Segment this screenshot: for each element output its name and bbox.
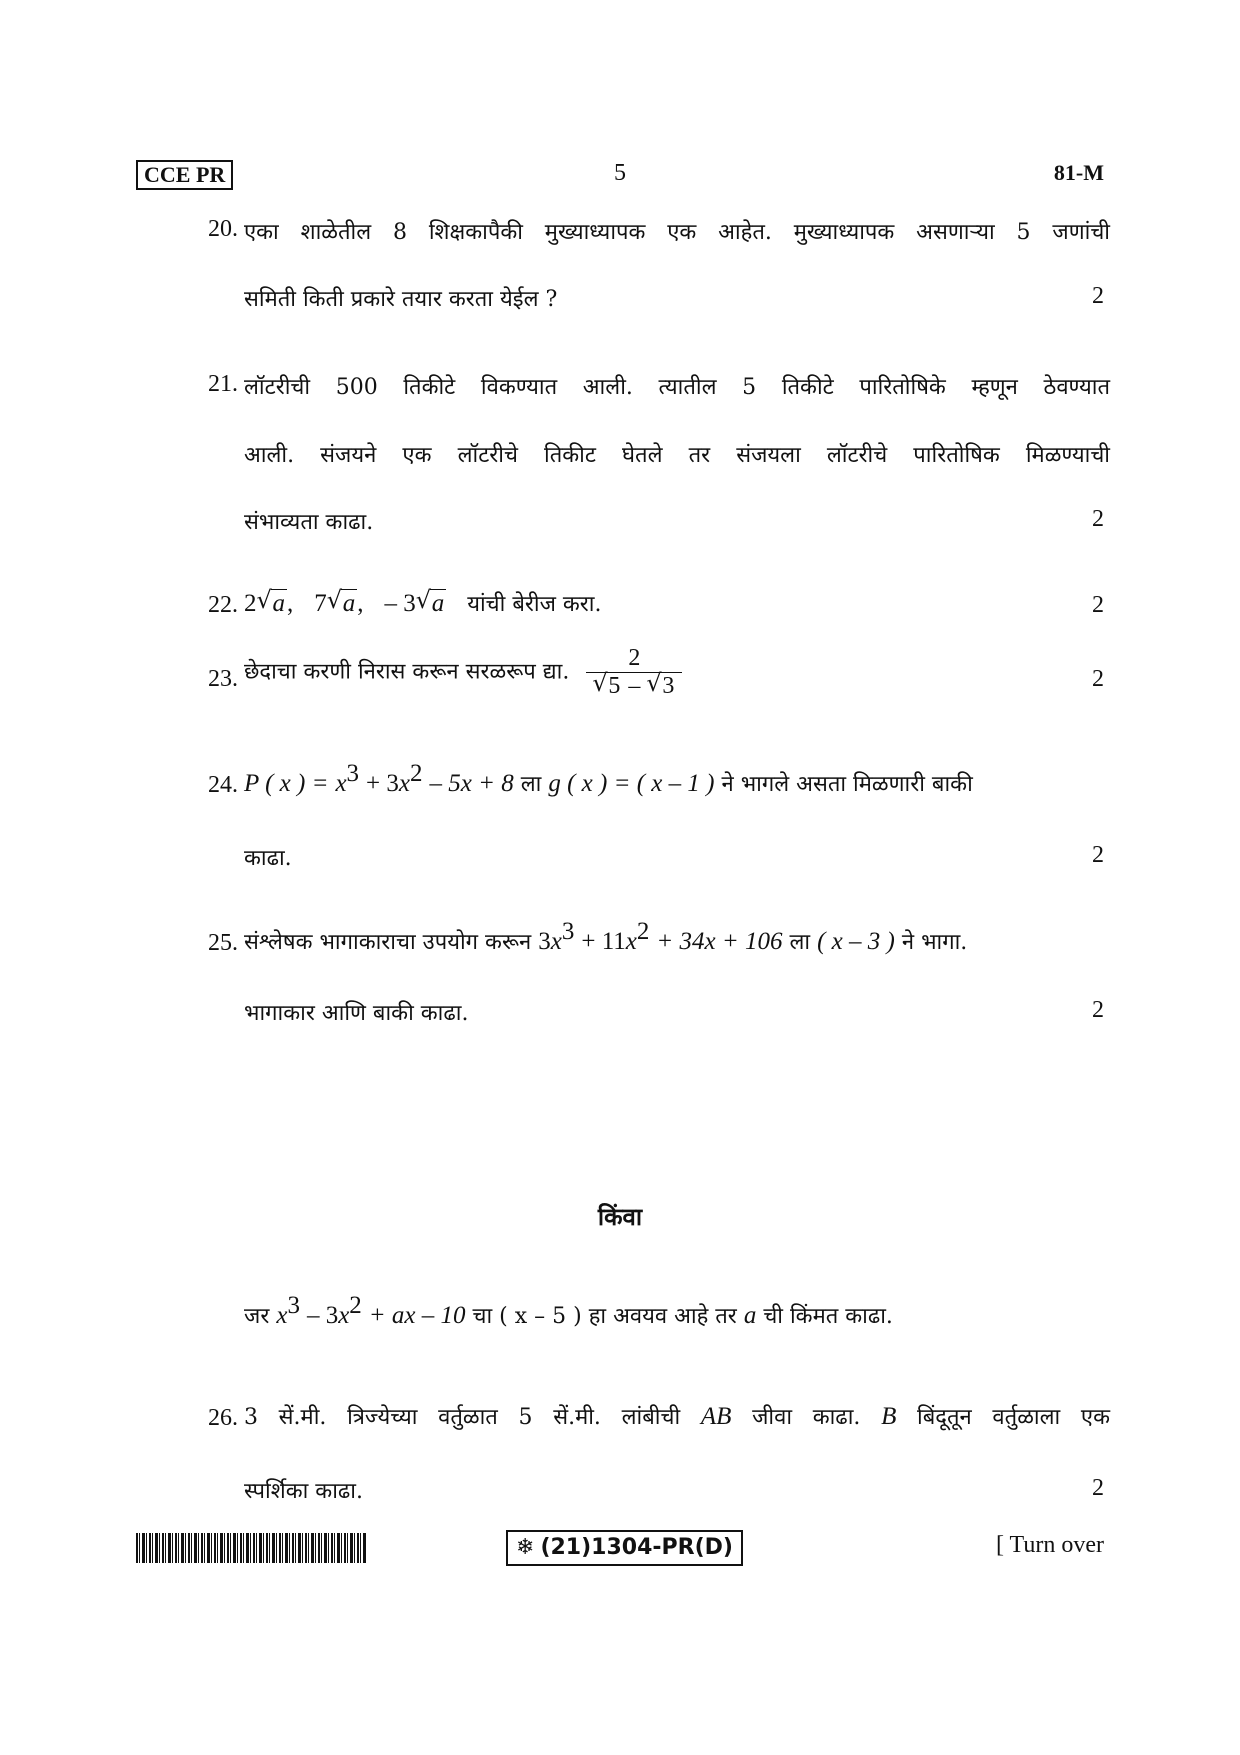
- sqrt-symbol: √: [326, 586, 343, 614]
- question-22-marks: 2: [1092, 592, 1104, 618]
- or-x-2: x: [338, 1302, 350, 1329]
- q25-lead: संश्लेषक भागाकाराचा उपयोग करून: [244, 930, 532, 955]
- q25-coef-2: + 11: [581, 928, 626, 955]
- question-23-expression: [244, 645, 1110, 700]
- q24-p-of-x: P ( x ) =: [244, 770, 329, 797]
- q22-radical-2: [326, 586, 358, 618]
- question-20-marks: 2: [1092, 283, 1104, 309]
- q24-x-2: x: [398, 770, 411, 797]
- question-23-marks: 2: [1092, 666, 1104, 692]
- or-question: [244, 1292, 1110, 1330]
- q24-x: x: [335, 770, 347, 797]
- q25-word-la: ला: [789, 930, 811, 955]
- turn-over-note: [ Turn over: [995, 1532, 1104, 1558]
- q23-radicand-a: 5: [608, 673, 621, 699]
- page-number: 5: [614, 160, 626, 186]
- or-tail: ची किंमत काढा.: [763, 1304, 893, 1329]
- or-rest: + ax – 10: [368, 1302, 466, 1329]
- question-26-line-1: [244, 1401, 1110, 1431]
- q23-text: छेदाचा करणी निरास करून सरळरूप द्या.: [244, 659, 570, 685]
- q25-divisor: ( x – 3 ): [817, 928, 895, 955]
- q25-rest: + 34x + 106: [656, 928, 783, 955]
- q22-radicand-1: a: [272, 590, 285, 617]
- question-21-line-2: आली. संजयने एक लॉटरीचे तिकीट घेतले तर संजयला लॉटरीचे पारितोषिक मिळण्याची: [244, 443, 1110, 468]
- q22-radical-1: [256, 586, 288, 618]
- question-number-25: 25.: [208, 930, 238, 956]
- q22-separator-1: ,: [287, 590, 294, 617]
- question-20-line-1: एका शाळेतील 8 शिक्षकापैकी मुख्याध्यापक एक आहेत. मुख्याध्यापक असणाऱ्या 5 जणांची: [244, 220, 1110, 245]
- question-22-expression: [244, 588, 1110, 618]
- or-exp-2: 2: [349, 1292, 362, 1319]
- q26-ab: AB: [700, 1403, 732, 1430]
- q24-g-of-x: g ( x ) = ( x – 1 ): [548, 770, 715, 797]
- q25-exp-3: 3: [561, 918, 575, 945]
- question-number-24: 24.: [208, 772, 238, 798]
- or-coef-2: – 3: [306, 1302, 339, 1329]
- question-24-line-2: काढा.: [244, 846, 292, 871]
- question-25-line-1: [244, 918, 1110, 956]
- question-26-marks: 2: [1092, 1475, 1104, 1501]
- or-heading: किंवा: [597, 1202, 643, 1231]
- q24-plus-3: + 3: [366, 770, 399, 797]
- q24-exp-2: 2: [410, 760, 423, 787]
- q23-radicand-b: 3: [662, 673, 675, 699]
- q26-part-1: 3 सें.मी. त्रिज्येच्या वर्तुळात 5 सें.मी. लांबीची: [244, 1405, 681, 1430]
- footer-code-box: [506, 1530, 743, 1566]
- question-number-21: 21.: [208, 371, 238, 397]
- or-exp-3: 3: [287, 1292, 300, 1319]
- question-21-line-3: संभाव्यता काढा.: [244, 510, 374, 535]
- question-25-marks: 2: [1092, 997, 1104, 1023]
- barcode: [136, 1533, 366, 1563]
- question-24-line-1: [244, 760, 1110, 798]
- question-number-20: 20.: [208, 216, 238, 242]
- q22-coef-2: 7: [314, 590, 327, 617]
- q23-numerator: 2: [586, 645, 682, 673]
- sqrt-symbol: √: [415, 586, 432, 614]
- q24-exp-3: 3: [346, 760, 360, 787]
- question-24-marks: 2: [1092, 842, 1104, 868]
- q23-minus: –: [628, 673, 641, 699]
- or-x: x: [276, 1302, 288, 1329]
- question-21-marks: 2: [1092, 506, 1104, 532]
- q22-radicand-2: a: [342, 590, 356, 617]
- q22-coef-1: 2: [244, 590, 257, 617]
- question-25-line-2: भागाकार आणि बाकी काढा.: [244, 1001, 469, 1026]
- question-21-line-1: लॉटरीची 500 तिकीटे विकण्यात आली. त्यातील 5 तिकीटे पारितोषिके म्हणून ठेवण्यात: [244, 375, 1110, 400]
- q22-radicand-3: a: [431, 590, 445, 617]
- q23-denominator: [586, 669, 682, 700]
- question-20-line-2: समिती किती प्रकारे तयार करता येईल ?: [244, 287, 558, 312]
- q24-rest: – 5x + 8: [429, 770, 514, 797]
- q25-x: x: [550, 928, 562, 955]
- q25-tail: ने भागा.: [901, 930, 968, 955]
- q23-fraction: [586, 645, 682, 700]
- paper-code-box: CCE PR: [136, 160, 233, 190]
- q22-separator-2: ,: [357, 590, 364, 617]
- question-number-26: 26.: [208, 1405, 238, 1431]
- q26-part-2: जीवा काढा.: [752, 1405, 861, 1430]
- q25-x-2: x: [625, 928, 637, 955]
- or-var-a: a: [743, 1302, 757, 1329]
- q23-radical-b: [646, 669, 676, 700]
- question-number-22: 22.: [208, 592, 238, 618]
- q23-radical-a: [592, 669, 622, 700]
- snowflake-icon: ❄: [516, 1535, 535, 1560]
- q26-part-3: बिंदूतून वर्तुळाला एक: [917, 1405, 1110, 1430]
- sqrt-symbol: √: [646, 669, 662, 697]
- or-mid: चा ( x – 5 ) हा अवयव आहे तर: [472, 1304, 737, 1329]
- q22-radical-3: [415, 586, 447, 618]
- q25-coef-1: 3: [538, 928, 551, 955]
- footer-code: (21)1304-PR(D): [540, 1535, 733, 1560]
- q26-b: B: [881, 1403, 897, 1430]
- q24-word-la: ला: [520, 772, 542, 797]
- sqrt-symbol: √: [256, 586, 272, 614]
- question-26-line-2: स्पर्शिका काढा.: [244, 1479, 363, 1504]
- q22-coef-3: – 3: [384, 590, 416, 617]
- q22-text: यांची बेरीज करा.: [467, 592, 602, 617]
- sqrt-symbol: √: [592, 669, 608, 697]
- q25-exp-2: 2: [636, 918, 650, 945]
- q24-tail: ने भागले असता मिळणारी बाकी: [721, 772, 973, 797]
- or-lead: जर: [244, 1304, 270, 1329]
- question-number-23: 23.: [208, 666, 238, 692]
- subject-code: 81-M: [1053, 160, 1104, 185]
